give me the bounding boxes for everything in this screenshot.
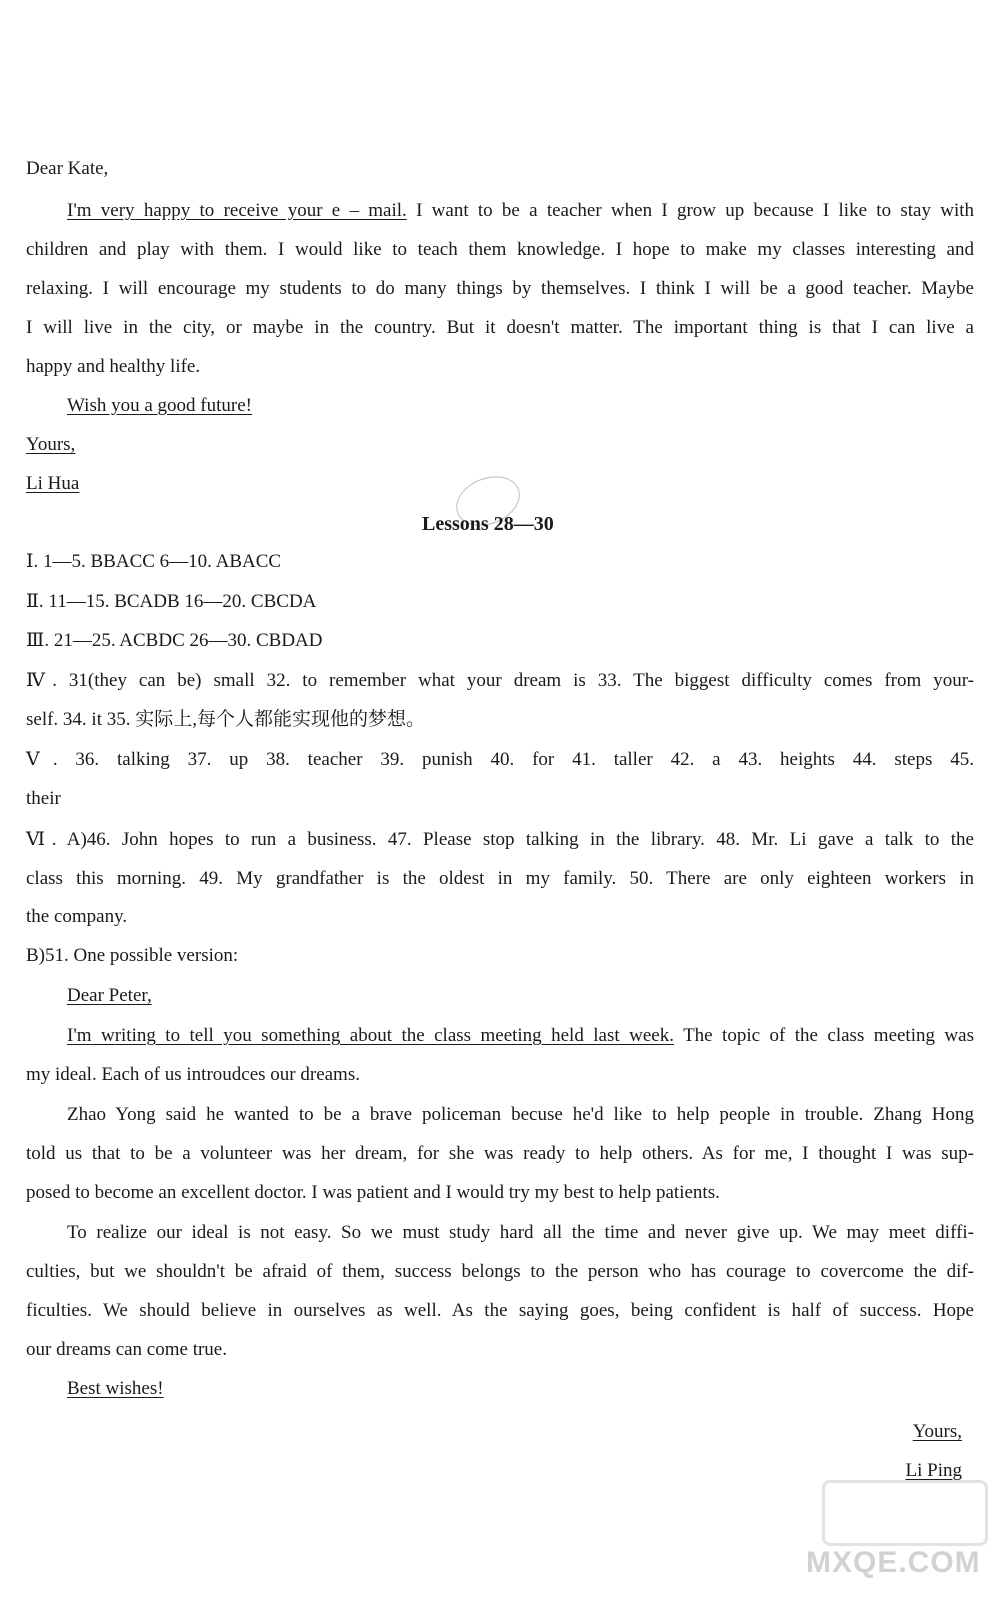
letter1-signoff: Yours, [26, 434, 76, 455]
watermark-logo [822, 1480, 988, 1546]
letter1-body-line1 [67, 199, 974, 223]
answer-line-V-2: their [26, 788, 61, 809]
letter2-p2-line2: told us that to be a volunteer was her dream, for she was ready to help others. As for me, I thought I was sup- [26, 1143, 974, 1164]
letter1-body-line4: I will live in the city, or maybe in the country. But it doesn't matter. The important thing is that I can live a [26, 317, 974, 338]
letter2-p3-line4: our dreams can come true. [26, 1339, 227, 1360]
letter2-opening-sentence: I'm writing to tell you something about the class meeting held last week. [67, 1025, 674, 1046]
letter2-signature: Li Ping [905, 1460, 962, 1481]
answer-line-II: Ⅱ. 11—15. BCADB 16—20. CBCDA [26, 591, 317, 612]
letter2-p3-line3: ficulties. We should believe in ourselves as well. As the saying goes, being confident is half of success. Hope [26, 1300, 974, 1321]
answer-line-B: B)51. One possible version: [26, 945, 239, 966]
answer-line-III: Ⅲ. 21—25. ACBDC 26—30. CBDAD [26, 630, 323, 651]
answer-line-V-1: Ⅴ. 36. talking 37. up 38. teacher 39. punish 40. for 41. taller 42. a 43. heights 44. steps 45. [26, 749, 974, 770]
answer-line-VI-2: class this morning. 49. My grandfather is the oldest in my family. 50. There are only eighteen workers in [26, 868, 974, 889]
answer-line-VI-3: the company. [26, 906, 128, 927]
letter2-p1-line2: my ideal. Each of us introudces our dreams. [26, 1064, 360, 1085]
letter2-signoff: Yours, [912, 1421, 962, 1442]
watermark-domain: MXQE.COM [806, 1546, 981, 1579]
letter1-body-line2: children and play with them. I would like to teach them knowledge. I hope to make my classes interesting and [26, 239, 974, 260]
letter2-p3-line2: culties, but we shouldn't be afraid of them, success belongs to the person who has courage to covercome the dif- [26, 1261, 974, 1282]
letter1-body-line1-rest: I want to be a teacher when I grow up because I like to stay with [416, 200, 974, 221]
letter1-salutation: Dear Kate, [26, 158, 109, 179]
letter1-body-line5: happy and healthy life. [26, 356, 201, 377]
letter1-closing-wish: Wish you a good future! [67, 395, 252, 416]
letter2-p1-line1 [67, 1024, 974, 1048]
answer-line-I: Ⅰ. 1—5. BBACC 6—10. ABACC [26, 551, 282, 572]
answer-line-VI-1: Ⅵ. A)46. John hopes to run a business. 47. Please stop talking in the library. 48. Mr. Li gave a talk to the [26, 829, 974, 850]
answer-line-IV-2: self. 34. it 35. 实际上,每个人都能实现他的梦想。 [26, 709, 425, 730]
letter1-opening-sentence: I'm very happy to receive your e – mail. [67, 200, 407, 221]
letter2-p2-line1: Zhao Yong said he wanted to be a brave policeman becuse he'd like to help people in trouble. Zhang Hong [67, 1104, 974, 1125]
letter1-body-line3: relaxing. I will encourage my students to do many things by themselves. I think I will be a good teacher. Maybe [26, 278, 974, 299]
letter2-p3-line1: To realize our ideal is not easy. So we must study hard all the time and never give up. We may meet diffi- [67, 1222, 974, 1243]
letter2-p2-line3: posed to become an excellent doctor. I was patient and I would try my best to help patients. [26, 1182, 720, 1203]
letter2-p1-line1-rest: The topic of the class meeting was [683, 1025, 974, 1046]
answer-line-IV-1: Ⅳ. 31(they can be) small 32. to remember what your dream is 33. The biggest difficulty comes from your- [26, 670, 974, 691]
letter2-salutation: Dear Peter, [67, 985, 152, 1006]
section-heading: Lessons 28—30 [422, 513, 554, 535]
letter2-closing-wish: Best wishes! [67, 1378, 164, 1399]
letter1-signature: Li Hua [26, 473, 80, 494]
